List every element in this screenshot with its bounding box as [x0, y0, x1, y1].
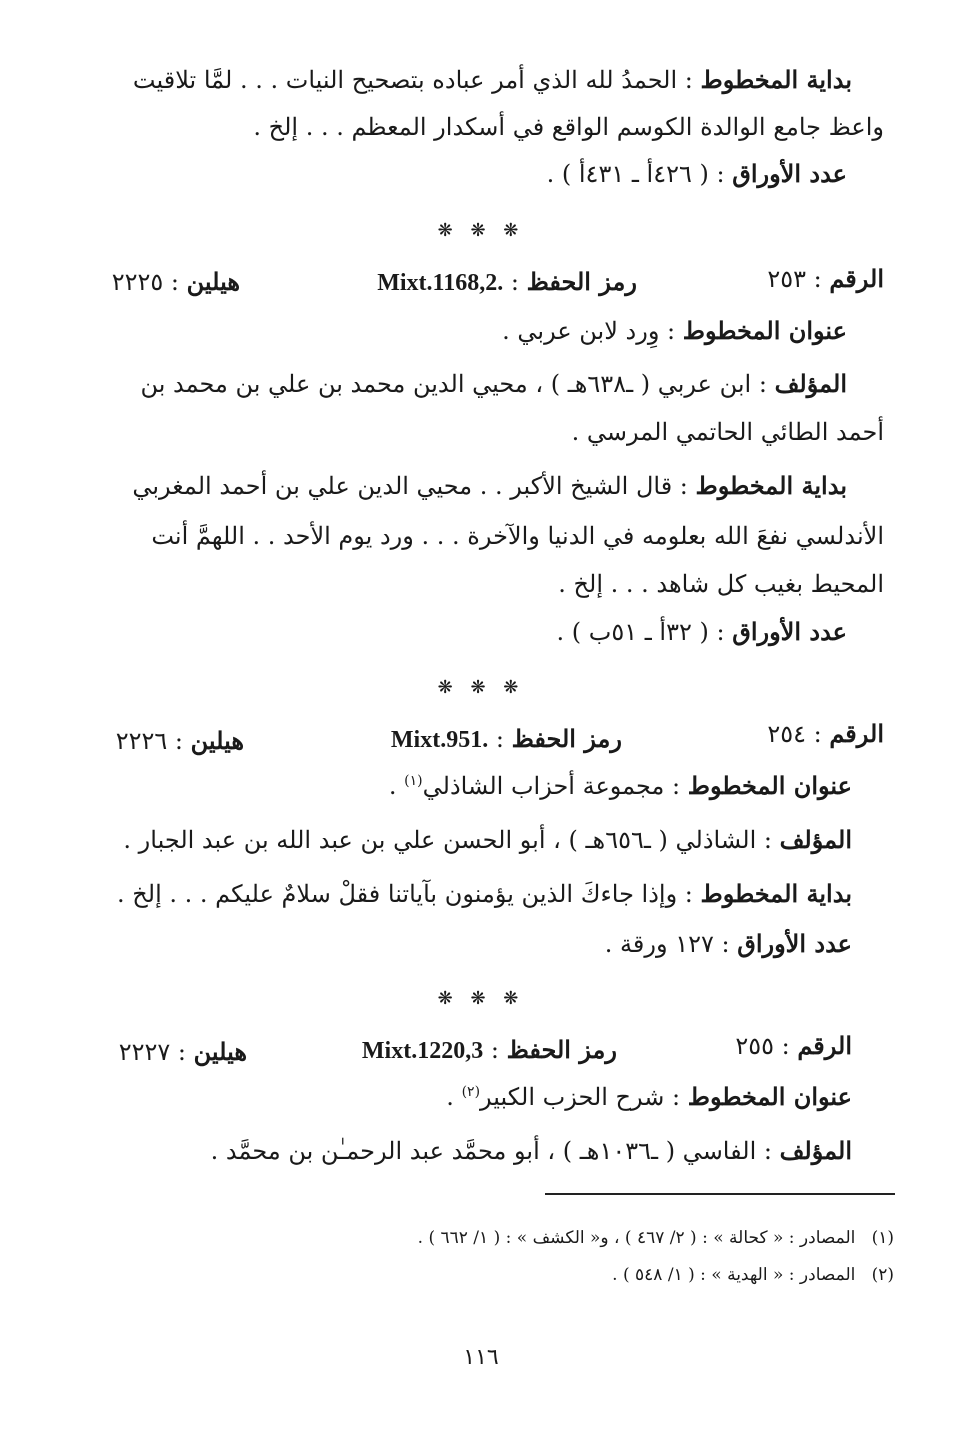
- author-text: : الشاذلي ( ـ٦٥٦هـ ) ، أبو الحسن علي بن عبد الله بن عبد الجبار .: [123, 826, 780, 854]
- number-value: : ٢٥٤: [767, 720, 830, 748]
- entry254-begin: [117, 880, 852, 909]
- entry255-hilin: [119, 1038, 247, 1067]
- begin-label: بداية المخطوط: [700, 65, 852, 94]
- begin-text-cont: واعظ جامع الوالدة الكوسم الواقع في أسكدار المعظم . . . إلخ .: [253, 113, 884, 141]
- leaves-text: : ( ٣٢أ ـ ٥١ب ) .: [556, 618, 733, 646]
- title-text: : مجموعة أحزاب الشاذلي: [422, 772, 688, 800]
- number-label: الرقم: [829, 719, 884, 748]
- footnote-rule: [545, 1193, 895, 1195]
- author-label: المؤلف: [779, 1136, 852, 1165]
- hilin-value: : ٢٢٢٥: [111, 268, 187, 296]
- begin-label: بداية المخطوط: [700, 879, 852, 908]
- leaves-label: عدد الأوراق: [732, 159, 847, 188]
- block0-leaves: [547, 160, 847, 189]
- entry253-author-line1: [140, 370, 847, 399]
- entry254-leaves: [605, 930, 852, 959]
- shelfmark-value: Mixt.1168,2.: [377, 270, 504, 296]
- begin-text: : قال الشيخ الأكبر . . محيي الدين علي بن أحمد المغربي: [132, 472, 696, 500]
- shelfmark-value: Mixt.1220,3: [361, 1038, 484, 1064]
- entry255-author: [211, 1137, 852, 1166]
- footnote-ref: (١): [404, 773, 423, 789]
- entry253-hilin: [112, 268, 240, 297]
- entry253-begin-line3: [558, 570, 884, 599]
- begin-text: : الحمدُ لله الذي أمر عباده بتصحيح النيات . . . لمَّا تلاقيت: [132, 66, 701, 94]
- leaves-text: : ( ٤٢٦أ ـ ٤٣١أ ) .: [546, 160, 733, 188]
- title-label: عنوان المخطوط: [682, 316, 847, 345]
- author-text-cont: أحمد الطائي الحاتمي المرسي .: [571, 418, 884, 446]
- shelfmark-label: رمز الحفظ: [506, 1035, 617, 1064]
- hilin-label: هيلين: [186, 267, 240, 296]
- title-text: : شرح الحزب الكبير: [480, 1083, 688, 1111]
- number-value: : ٢٥٣: [767, 265, 830, 293]
- begin-text-cont: المحيط بغيب كل شاهد . . . إلخ .: [558, 570, 884, 598]
- block0-begin-line2: [253, 113, 884, 142]
- footnote-2: [612, 1265, 894, 1285]
- entry254-hilin: [116, 727, 244, 756]
- author-label: المؤلف: [774, 369, 847, 398]
- number-label: الرقم: [797, 1031, 852, 1060]
- begin-label: بداية المخطوط: [695, 471, 847, 500]
- entry253-begin-line1: [132, 472, 847, 501]
- entry253-shelfmark: رمز الحفظ : Mixt.1168,2.: [377, 267, 637, 296]
- hilin-value: : ٢٢٢٦: [115, 727, 191, 755]
- author-text: : الفاسي ( ـ١٠٣٦هـ ) ، أبو محمَّد عبد الرحمـٰن بن محمَّد .: [210, 1137, 780, 1165]
- author-label: المؤلف: [779, 825, 852, 854]
- footnote-text: المصادر : « كحالة » : ( ٢/ ٤٦٧ ) ، و« الكشف » : ( ١/ ٦٦٢ ) .: [417, 1228, 856, 1248]
- footnote-text: المصادر : « الهدية » : ( ١/ ٥٤٨ ) .: [612, 1265, 856, 1285]
- title-label: عنوان المخطوط: [687, 1082, 852, 1111]
- begin-text: : وإذا جاءكَ الذين يؤمنون بآياتنا فقلْ سلامٌ عليكم . . . إلخ .: [117, 880, 701, 908]
- separator-2: ❋ ❋ ❋: [437, 677, 525, 698]
- number-label: الرقم: [829, 264, 884, 293]
- page-number: ١١٦: [463, 1345, 499, 1370]
- entry253-title: [502, 317, 847, 346]
- entry255-number: [735, 1032, 852, 1061]
- shelfmark-value: Mixt.951.: [390, 727, 489, 753]
- entry255-title: عنوان المخطوط : شرح الحزب الكبير$^{(٢)}$ .: [446, 1082, 852, 1111]
- separator-1: ❋ ❋ ❋: [437, 220, 525, 241]
- title-label: عنوان المخطوط: [687, 771, 852, 800]
- entry254-number: [767, 720, 884, 749]
- leaves-label: عدد الأوراق: [737, 929, 852, 958]
- title-text: : وِرد لابن عربي .: [502, 317, 683, 345]
- hilin-value: : ٢٢٢٧: [118, 1038, 194, 1066]
- begin-text-cont: الأندلسي نفعَ الله بعلومه في الدنيا والآخرة . . . ورد يوم الأحد . . اللهمَّ أنت: [151, 522, 884, 550]
- block0-begin-line1: [133, 66, 852, 95]
- shelfmark-label: رمز الحفظ: [526, 267, 637, 296]
- entry254-shelfmark: رمز الحفظ : Mixt.951.: [390, 724, 622, 753]
- leaves-label: عدد الأوراق: [732, 617, 847, 646]
- entry255-shelfmark: رمز الحفظ : Mixt.1220,3: [361, 1035, 617, 1064]
- footnote-1: [418, 1228, 894, 1248]
- shelfmark-label: رمز الحفظ: [511, 724, 622, 753]
- separator-3: ❋ ❋ ❋: [437, 988, 525, 1009]
- entry253-author-line2: [572, 418, 884, 447]
- leaves-text: : ١٢٧ ورقة .: [604, 930, 738, 958]
- number-value: : ٢٥٥: [735, 1032, 798, 1060]
- entry254-title: عنوان المخطوط : مجموعة أحزاب الشاذلي$^{(١)}$ .: [388, 771, 852, 800]
- entry254-author: [123, 826, 852, 855]
- footnote-number: (١): [871, 1228, 894, 1248]
- hilin-label: هيلين: [190, 726, 244, 755]
- entry253-leaves: [556, 618, 847, 647]
- footnote-ref: (٢): [461, 1084, 481, 1100]
- hilin-label: هيلين: [193, 1037, 247, 1066]
- entry253-number: [767, 265, 884, 294]
- footnote-number: (٢): [871, 1265, 894, 1285]
- entry253-begin-line2: [151, 522, 884, 551]
- author-text: : ابن عربي ( ـ٦٣٨هـ ) ، محيي الدين محمد بن علي بن محمد بن: [140, 370, 775, 398]
